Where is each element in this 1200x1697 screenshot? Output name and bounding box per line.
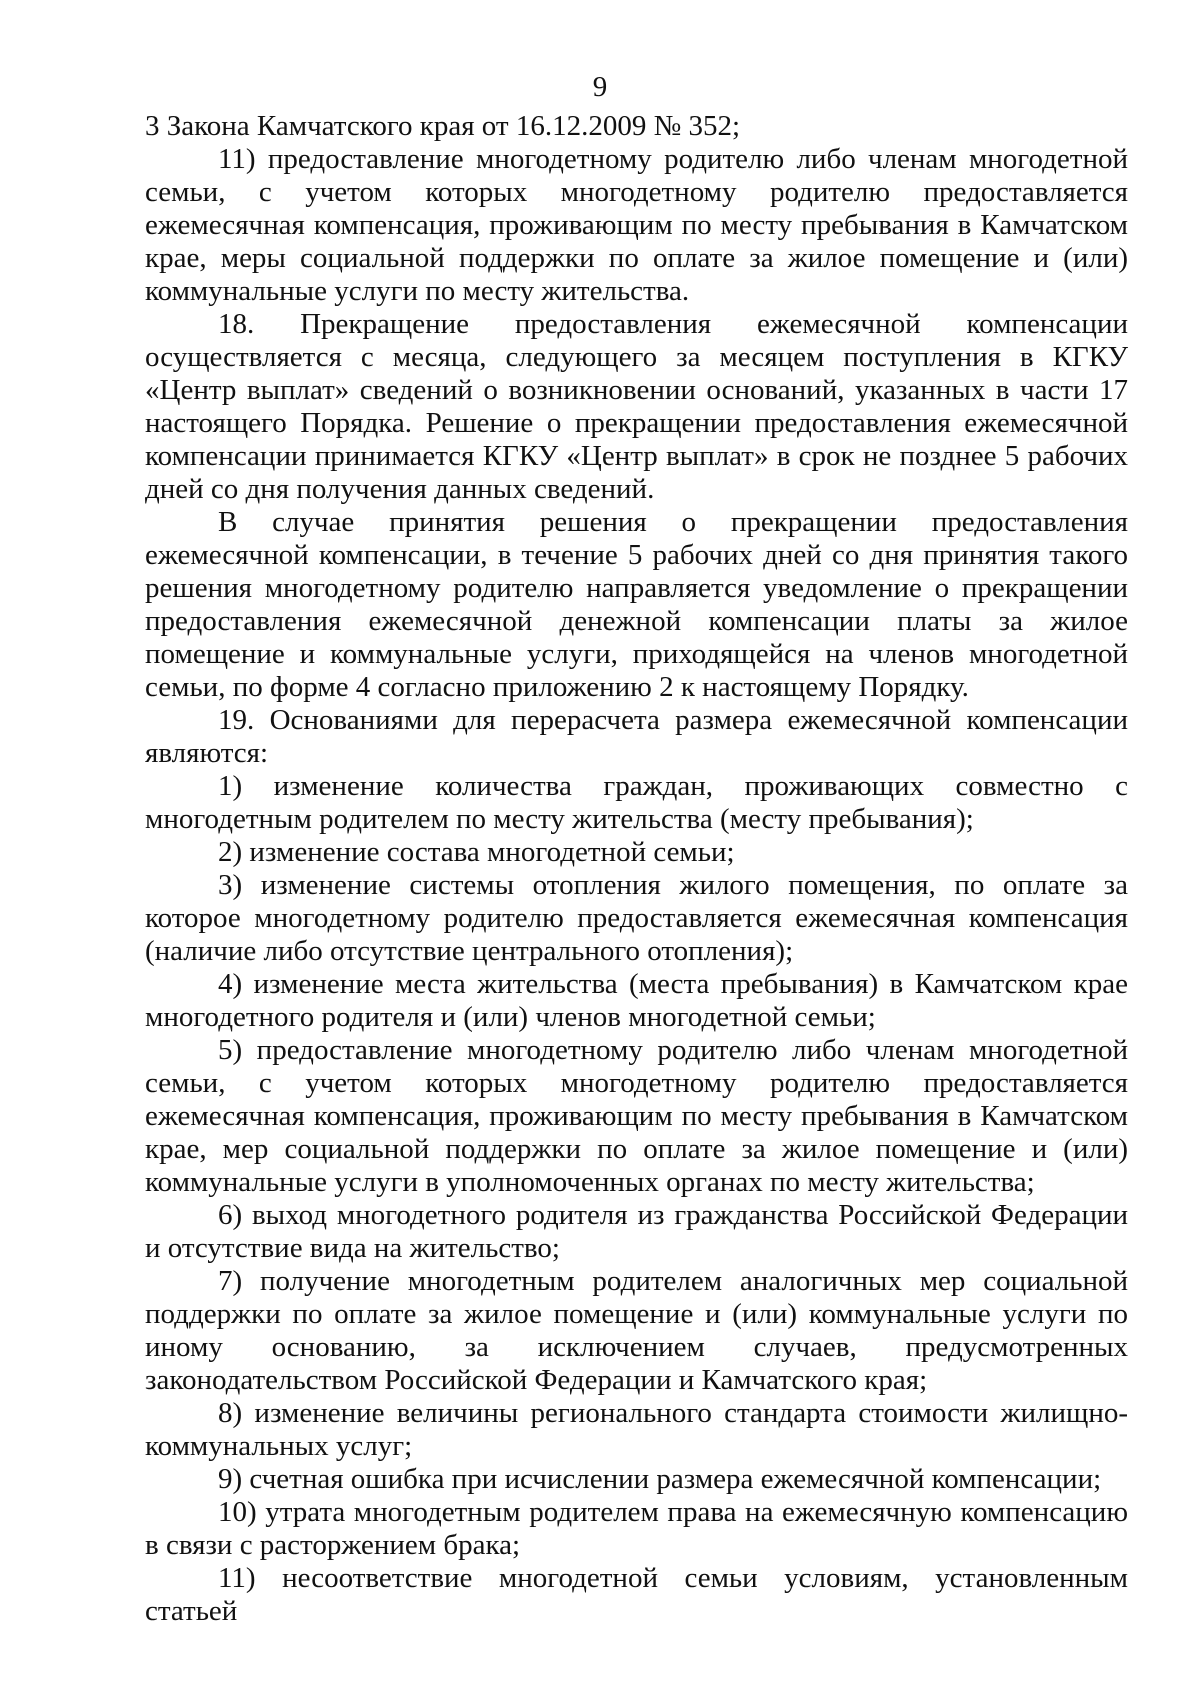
paragraph-8: 4) изменение места жительства (места пребывания) в Камчатском крае многодетного родителя и (или) членов многодетной семьи;	[145, 968, 1128, 1033]
paragraph-4: 19. Основаниями для перерасчета размера ежемесячной компенсации являются:	[145, 704, 1128, 769]
paragraph-11: 7) получение многодетным родителем аналогичных мер социальной поддержки по оплате за жилое помещение и (или) коммунальные услуги по иному основанию, за исключением случаев, предусмотренных законодательством Российской Федерации и Камчатского края;	[145, 1265, 1128, 1396]
paragraph-7: 3) изменение системы отопления жилого помещения, по оплате за которое многодетному родителю предоставляется ежемесячная компенсация (наличие либо отсутствие центрального отопления);	[145, 869, 1128, 967]
paragraph-13: 9) счетная ошибка при исчислении размера ежемесячной компенсации;	[218, 1463, 1102, 1495]
paragraph-14: 10) утрата многодетным родителем права на ежемесячную компенсацию в связи с расторжением брака;	[145, 1496, 1128, 1561]
paragraph-15: 11) несоответствие многодетной семьи условиям, установленным статьей	[145, 1562, 1128, 1627]
paragraph-2: 18. Прекращение предоставления ежемесячной компенсации осуществляется с месяца, следующего за месяцем поступления в КГКУ «Центр выплат» сведений о возникновении оснований, указанных в части 17 настоящего Порядка. Решение о прекращении предоставления ежемесячной компенсации принимается КГКУ «Центр выплат» в срок не позднее 5 рабочих дней со дня получения данных сведений.	[145, 308, 1128, 505]
paragraph-5: 1) изменение количества граждан, проживающих совместно с многодетным родителем по месту жительства (месту пребывания);	[145, 770, 1128, 835]
paragraph-9: 5) предоставление многодетному родителю либо членам многодетной семьи, с учетом которых многодетному родителю предоставляется ежемесячная компенсация, проживающим по месту пребывания в Камчатском крае, мер социальной поддержки по оплате за жилое помещение и (или) коммунальные услуги в уполномоченных органах по месту жительства;	[145, 1034, 1128, 1198]
page-number: 9	[592, 71, 608, 103]
paragraph-12: 8) изменение величины регионального стандарта стоимости жилищно-коммунальных услуг;	[145, 1397, 1128, 1462]
document-body	[145, 110, 1128, 1628]
paragraph-3: В случае принятия решения о прекращении предоставления ежемесячной компенсации, в течение 5 рабочих дней со дня принятия такого решения многодетному родителю направляется уведомление о прекращении предоставления ежемесячной денежной компенсации платы за жилое помещение и коммунальные услуги, приходящейся на членов многодетной семьи, по форме 4 согласно приложению 2 к настоящему Порядку.	[145, 506, 1128, 703]
paragraph-10: 6) выход многодетного родителя из гражданства Российской Федерации и отсутствие вида на жительство;	[145, 1199, 1128, 1264]
paragraph-6: 2) изменение состава многодетной семьи;	[218, 836, 735, 868]
paragraph-1: 11) предоставление многодетному родителю либо членам многодетной семьи, с учетом которых многодетному родителю предоставляется ежемесячная компенсация, проживающим по месту пребывания в Камчатском крае, меры социальной поддержки по оплате за жилое помещение и (или) коммунальные услуги по месту жительства.	[145, 143, 1128, 307]
paragraph-0: 3 Закона Камчатского края от 16.12.2009 № 352;	[145, 110, 741, 142]
